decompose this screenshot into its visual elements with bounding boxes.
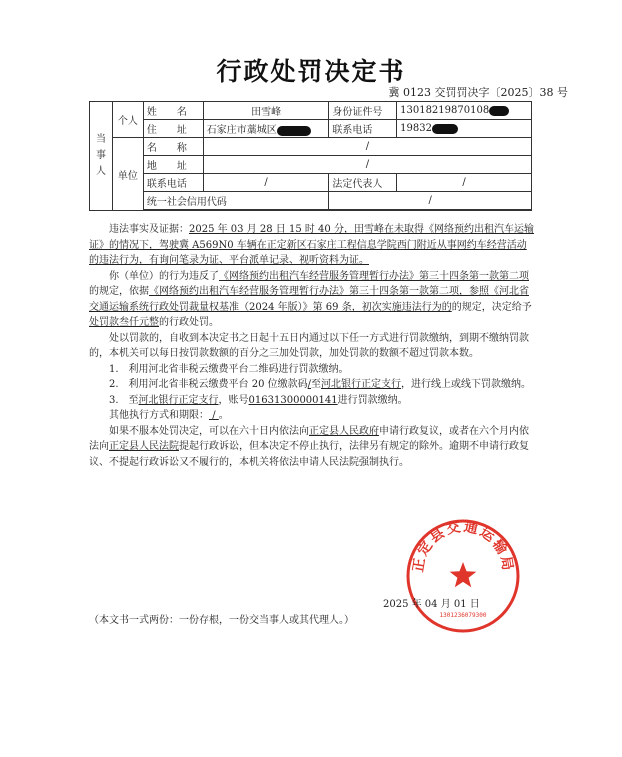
unit-phone-label: 联系电话 (143, 174, 203, 192)
seal-text: 正定县交通运输局 (410, 518, 516, 574)
address-label: 住 址 (143, 120, 203, 138)
legal-rep-label: 法定代表人 (329, 174, 397, 192)
document-number: 冀 0123 交罚罚决字〔2025〕38 号 (388, 86, 568, 99)
phone-label: 联系电话 (329, 120, 397, 138)
payment-method-1: 1. 利用河北省非税云缴费平台二维码进行罚款缴纳。 (109, 363, 349, 375)
id-value: 13018219870108 (397, 102, 532, 120)
unit-address-label: 地 址 (143, 156, 203, 174)
seal-number: 1301236079300 (439, 612, 487, 619)
issue-date: 2025 年 04 月 01 日 (383, 599, 480, 610)
other-execution: 其他执行方式和期限： / 。 (109, 410, 229, 421)
unit-name-label: 名 称 (143, 138, 203, 156)
official-seal (405, 518, 521, 634)
fine-payment-paragraph: 处以罚款的，自收到本决定书之日起十五日内通过以下任一方式进行罚款缴纳，到期不缴纳罚款的，本机关可以每日按罚款数额的百分之三加处罚款，加处罚款的数额不超过罚款本数。 (89, 332, 529, 359)
id-label: 身份证件号 (329, 102, 397, 120)
facts-paragraph: 违法事实及证据：2025 年 03 月 28 日 15 时 40 分，田雪峰在未取得《网络预约出租汽车运输证》的情况下，驾驶冀 A569N0 车辆在正定新区石家庄工程信息学院西门附近从事网约车经营活动的违法行为，有询问笔录为证、平台派单记录、视听资料为证。 (89, 224, 534, 266)
payment-method-3: 3. 至河北银行正定支行，账号01631300000141进行罚款缴纳。 (109, 394, 408, 406)
address-value: 石家庄市藁城区 (203, 120, 329, 138)
appeal-paragraph: 如果不服本处罚决定，可以在六十日内依法向正定县人民政府申请行政复议，或者在六个月内依法向正定县人民法院提起行政诉讼，但本决定不停止执行，法律另有规定的除外。逾期不申请行政复议、不提起行政诉讼又不履行的，本机关将依法申请人民法院强制执行。 (89, 425, 529, 468)
seal-star (450, 562, 477, 587)
phone-value: 19832 (397, 120, 532, 138)
redaction (277, 126, 311, 136)
name-value: 田雪峰 (203, 102, 329, 120)
unit-address-value: / (203, 156, 531, 174)
credit-code-value: / (329, 192, 532, 210)
unit-name-value: / (203, 138, 531, 156)
party-info-table (89, 101, 532, 211)
redaction (489, 106, 509, 116)
party-label: 当事人 (90, 102, 113, 211)
individual-label: 个人 (112, 102, 143, 138)
legal-rep-value: / (397, 174, 532, 192)
unit-label: 单位 (112, 138, 143, 211)
name-label: 姓 名 (143, 102, 203, 120)
payment-method-2: 2. 利用河北省非税云缴费平台 20 位缴款码/至河北银行正定支行，进行线上或线下罚款缴纳。 (109, 379, 531, 390)
document-title: 行政处罚决定书 (216, 57, 406, 86)
violation-paragraph: 你（单位）的行为违反了《网络预约出租汽车经营服务管理暂行办法》第三十四条第一款第二项的规定，依据《网络预约出租汽车经营服务管理暂行办法》第三十四条第一款第二项，参照《河北省交通运输系统行政处罚裁量权基准（2024 年版）》第 69 条，初次实施违法行为的的规定，决定给予处罚款叁仟元整的行政处罚。 (89, 270, 532, 328)
credit-code-label: 统一社会信用代码 (143, 192, 328, 210)
unit-phone-value: / (203, 174, 329, 192)
document-body (89, 222, 536, 470)
redaction (432, 124, 458, 134)
footnote: （本文书一式两份：一份存根，一份交当事人或其代理人。） (89, 615, 354, 626)
